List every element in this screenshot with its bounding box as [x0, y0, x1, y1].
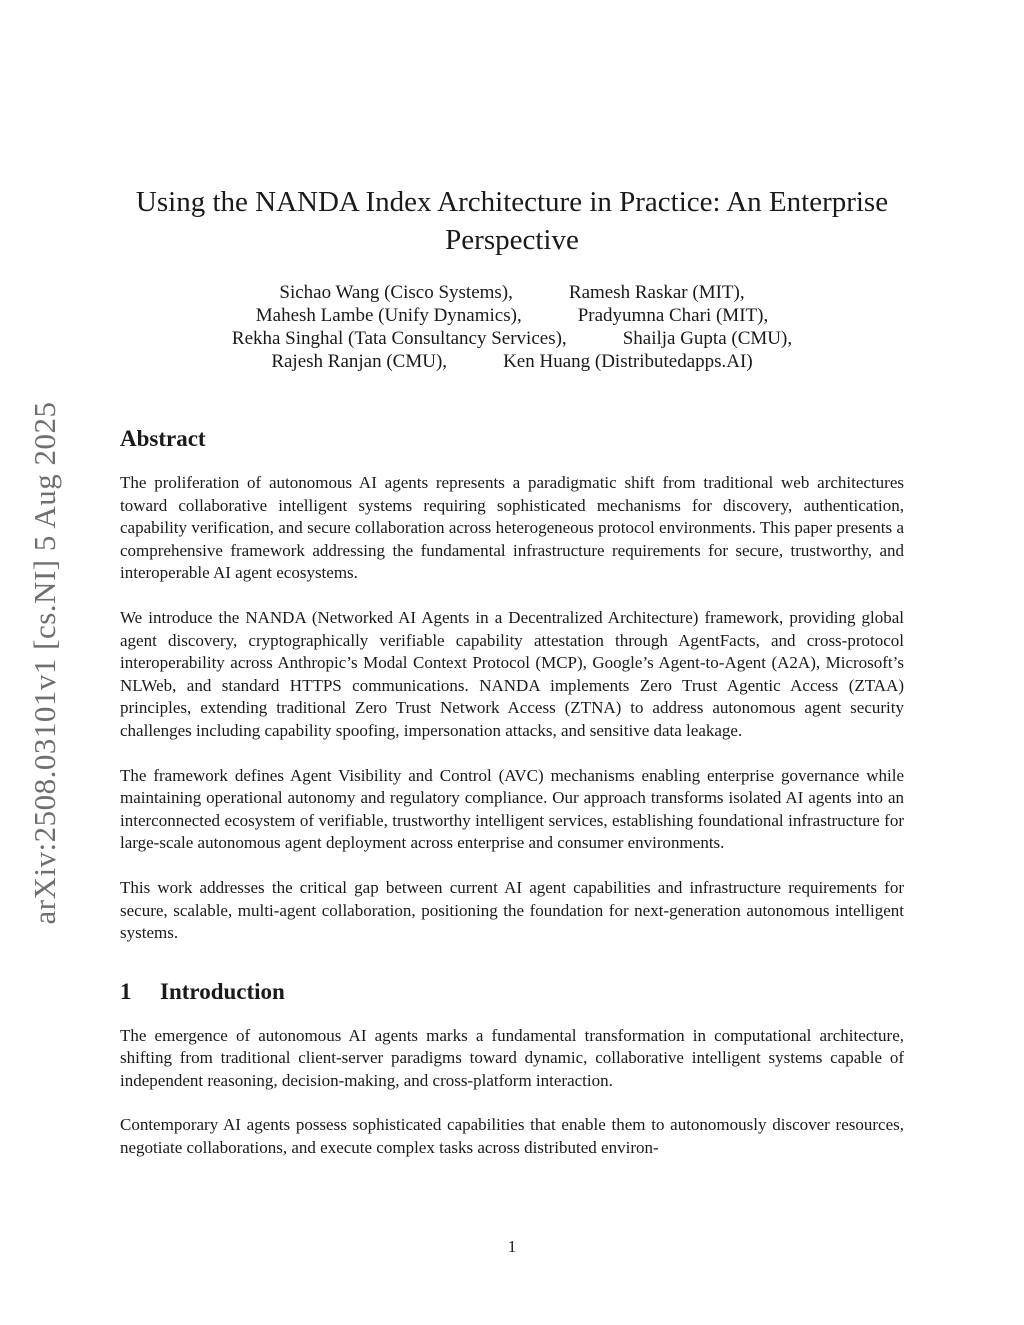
page-number: 1 [507, 1237, 517, 1256]
body-paragraph: The emergence of autonomous AI agents marks a fundamental transformation in computational architecture, shifting from traditional client-server paradigms toward dynamic, collaborative intelligent systems capable of independent reasoning, decision-making, and cross-platform interaction. [120, 1025, 904, 1090]
author-name: Shailja Gupta (CMU), [622, 328, 793, 349]
author-name: Mahesh Lambe (Unify Dynamics), [255, 305, 522, 326]
section-heading-introduction [120, 977, 904, 1007]
paper-title: Using the NANDA Index Architecture in Practice: An Enterprise Perspective [135, 186, 889, 256]
abstract-paragraph: The framework defines Agent Visibility and Control (AVC) mechanisms enabling enterprise governance while maintaining operational autonomy and regulatory compliance. Our approach transforms isolated AI agents into an interconnected ecosystem of verifiable, trustworthy intelligent services, establishing foundational infrastructure for large-scale autonomous agent deployment across enterprise and consumer environments. [120, 765, 904, 853]
author-name: Ramesh Raskar (MIT), [568, 282, 745, 303]
author-name: Pradyumna Chari (MIT), [577, 305, 769, 326]
body-paragraph: Contemporary AI agents possess sophisticated capabilities that enable them to autonomously discover resources, negotiate collaborations, and execute complex tasks across distributed environ- [120, 1115, 904, 1158]
author-line [120, 350, 904, 373]
section-number: 1 [120, 978, 132, 1004]
section-title: Introduction [160, 978, 285, 1004]
abstract-paragraph: The proliferation of autonomous AI agents represents a paradigmatic shift from traditional web architectures toward collaborative intelligent systems requiring sophisticated mechanisms for discovery, authentication, capability verification, and secure collaboration across heterogeneous protocol environments. This paper presents a comprehensive framework addressing the fundamental infrastructure requirements for secure, trustworthy, and interoperable AI agent ecosystems. [120, 473, 904, 583]
author-list [120, 281, 904, 373]
author-line [120, 281, 904, 304]
paper-body [120, 424, 904, 1182]
abstract-paragraph: This work addresses the critical gap between current AI agent capabilities and infrastructure requirements for secure, scalable, multi-agent collaboration, positioning the foundation for next-generation autonomous intelligent systems. [120, 877, 904, 943]
author-name: Rajesh Ranjan (CMU), [271, 351, 448, 372]
arxiv-identifier: arXiv:2508.03101v1 [cs.NI] 5 Aug 2025 [27, 401, 62, 925]
author-name: Sichao Wang (Cisco Systems), [279, 282, 513, 303]
author-name: Rekha Singhal (Tata Consultancy Services), [231, 328, 567, 349]
abstract-heading: Abstract [120, 426, 206, 451]
abstract-paragraph: We introduce the NANDA (Networked AI Agents in a Decentralized Architecture) framework, providing global agent discovery, cryptographically verifiable capability attestation through AgentFacts, and cross-protocol interoperability across Anthropic’s Modal Context Protocol (MCP), Google’s Agent-to-Agent (A2A), Microsoft’s NLWeb, and standard HTTPS communications. NANDA implements Zero Trust Agentic Access (ZTAA) principles, extending traditional Zero Trust Network Access (ZTNA) to address autonomous agent security challenges including capability spoofing, impersonation attacks, and sensitive data leakage. [120, 607, 904, 740]
author-name: Ken Huang (Distributedapps.AI) [503, 351, 753, 372]
author-line [120, 327, 904, 350]
author-line [120, 304, 904, 327]
